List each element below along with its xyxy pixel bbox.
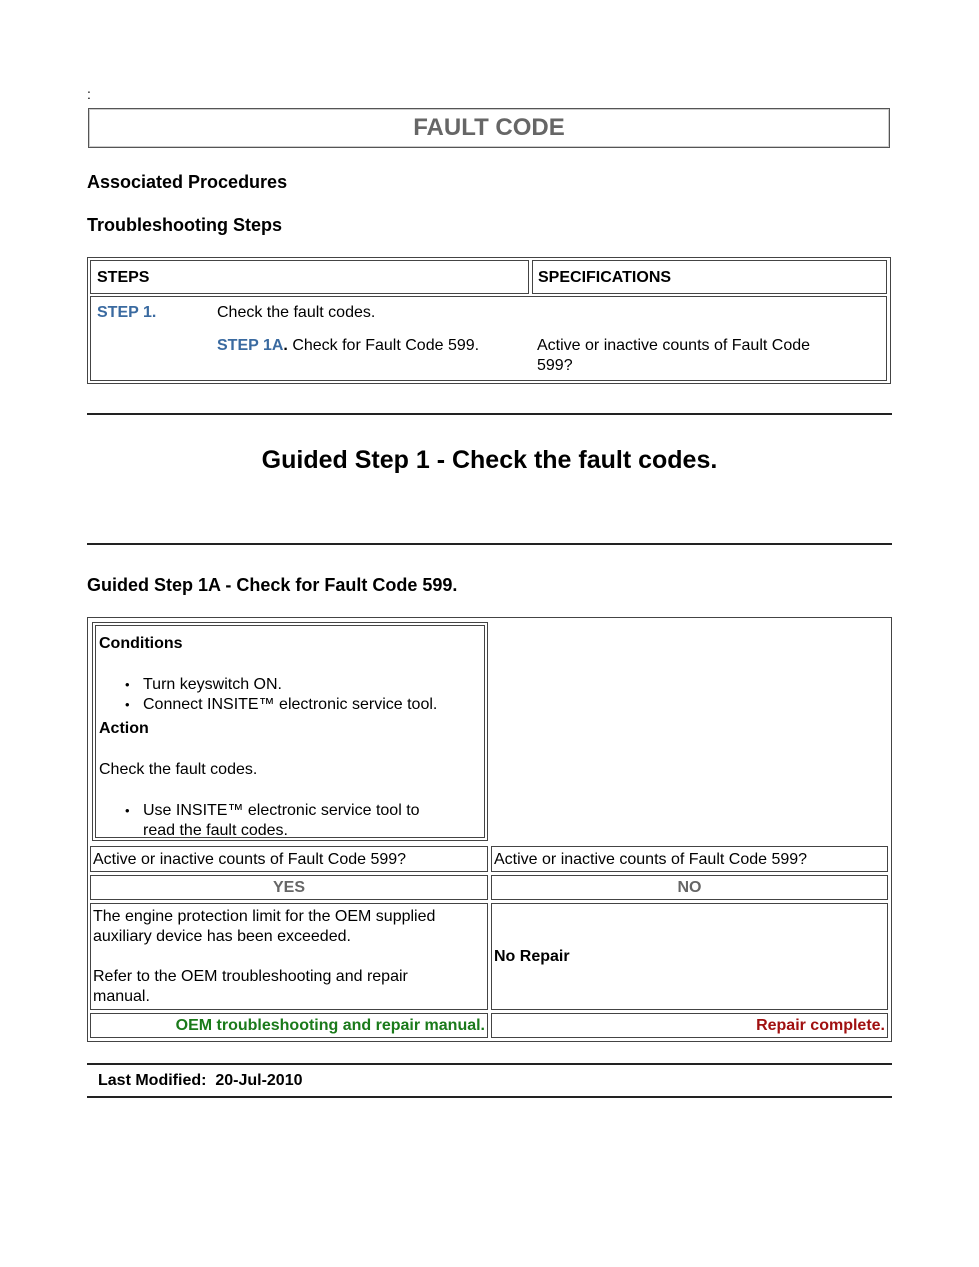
conditions-list xyxy=(99,675,479,715)
repair-complete-link[interactable]: Repair complete. xyxy=(756,1017,885,1034)
yes-text-line3: Refer to the OEM troubleshooting and repair xyxy=(93,968,408,985)
guided-step-1a-title: Guided Step 1A - Check for Fault Code 599. xyxy=(87,575,458,595)
specifications-header-cell xyxy=(532,260,887,294)
step1a-link[interactable]: STEP 1A xyxy=(217,337,284,354)
steps-table xyxy=(87,257,891,384)
yes-text-line2: auxiliary device has been exceeded. xyxy=(93,928,351,945)
conditions-label: Conditions xyxy=(99,635,183,652)
divider xyxy=(87,1063,892,1065)
question-cell-left xyxy=(90,846,488,872)
step1a-text: Check for Fault Code 599. xyxy=(292,337,480,354)
no-header-cell xyxy=(491,875,888,900)
yes-body-cell xyxy=(90,903,488,1010)
last-modified-date: 20-Jul-2010 xyxy=(215,1072,303,1089)
step1a-spec-line1: Active or inactive counts of Fault Code xyxy=(537,337,811,354)
steps-header-cell xyxy=(90,260,529,294)
last-modified xyxy=(98,1072,303,1090)
list-item: • Use INSITE™ electronic service tool to read the fault codes. xyxy=(99,801,479,841)
specifications-header: SPECIFICATIONS xyxy=(538,269,672,286)
yes-header-cell xyxy=(90,875,488,900)
yes-link-cell xyxy=(90,1013,488,1038)
action-list xyxy=(99,801,479,841)
action-text: Check the fault codes. xyxy=(99,761,258,778)
action-label: Action xyxy=(99,720,149,737)
divider xyxy=(87,413,892,415)
page-title: FAULT CODE xyxy=(88,108,890,148)
yes-label: YES xyxy=(272,879,305,896)
divider xyxy=(87,543,892,545)
question-right: Active or inactive counts of Fault Code 599? xyxy=(494,851,808,868)
troubleshooting-steps-heading: Troubleshooting Steps xyxy=(87,215,283,235)
last-modified-label: Last Modified: xyxy=(98,1072,207,1089)
step1-text: Check the fault codes. xyxy=(217,304,376,321)
yes-text-line4: manual. xyxy=(93,988,150,1005)
oem-manual-link[interactable]: OEM troubleshooting and repair manual. xyxy=(175,1017,485,1034)
no-link-cell xyxy=(491,1013,888,1038)
no-body-cell xyxy=(491,903,888,1010)
list-item: • Connect INSITE™ electronic service tool. xyxy=(99,695,479,715)
conditions-action-box xyxy=(92,622,488,841)
guided-step-table xyxy=(87,617,892,1042)
no-repair-text: No Repair xyxy=(494,948,570,965)
step1a-row: STEP 1A. Check for Fault Code 599. xyxy=(217,337,480,354)
step1-link[interactable]: STEP 1. xyxy=(97,304,157,321)
question-left: Active or inactive counts of Fault Code 599? xyxy=(93,851,407,868)
no-label: NO xyxy=(677,879,702,896)
question-cell-right xyxy=(491,846,888,872)
associated-procedures-heading: Associated Procedures xyxy=(87,172,288,192)
guided-step-1-title: Guided Step 1 - Check the fault codes. xyxy=(261,446,718,474)
yes-text-line1: The engine protection limit for the OEM supplied xyxy=(93,908,436,925)
leading-colon: : xyxy=(87,86,91,102)
steps-header: STEPS xyxy=(97,269,150,286)
step1a-spec-line2: 599? xyxy=(537,357,573,374)
steps-body-cell xyxy=(90,296,887,381)
list-item: • Turn keyswitch ON. xyxy=(99,675,479,695)
divider xyxy=(87,1096,892,1098)
